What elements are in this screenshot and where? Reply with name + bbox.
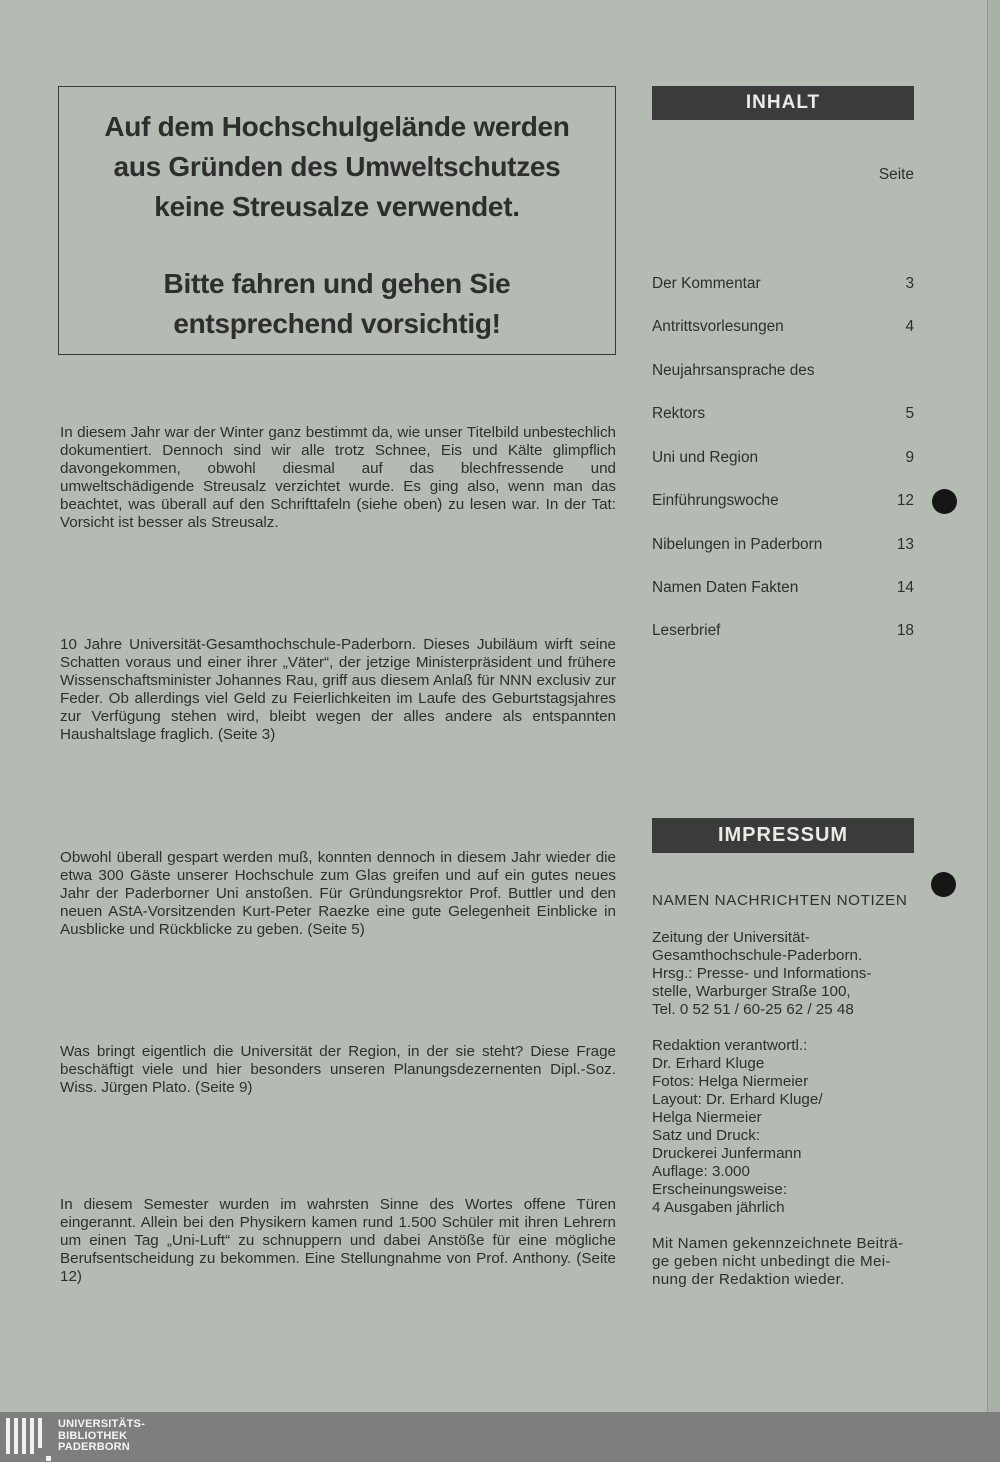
notice-text-bottom bbox=[59, 264, 615, 344]
article-teaser: Obwohl überall gespart werden muß, konnten dennoch in diesem Jahr wieder die etwa 300 Gäste unserer Hochschule zum Glas greifen und auf ein gutes neues Jahr der Paderborner Uni anstoßen. Für Gründungsrektor Prof. Buttler und den neuen AStA-Vorsitzenden Kurt-Peter Raezke eine gute Gelegenheit Einblicke in Ausblicke und Rückblicke zu geben. (Seite 5) bbox=[60, 849, 616, 938]
impressum-line: ge geben nicht unbedingt die Mei- bbox=[652, 1253, 891, 1270]
article-teaser: In diesem Semester wurden im wahrsten Sinne des Wortes offene Türen eingerannt. Allein bei den Physikern kamen rund 1.500 Schüler mit ihren Lehrern um einen Tag „Uni-Luft“ zu schnuppern und dabei Anstöße für eine mögliche Berufsentscheidung zu bekommen. Eine Stellungnahme von Prof. Anthony. (Seite 12) bbox=[60, 1196, 616, 1285]
impressum-line: Gesamthochschule-Paderborn. bbox=[652, 947, 863, 964]
toc-entry-page: 9 bbox=[905, 449, 914, 466]
toc-entry-label: Antrittsvorlesungen bbox=[652, 318, 784, 335]
impressum-line: 4 Ausgaben jährlich bbox=[652, 1199, 785, 1216]
toc-entry-page: 5 bbox=[905, 405, 914, 422]
impressum-line: Dr. Erhard Kluge bbox=[652, 1055, 765, 1072]
toc-entry-page: 12 bbox=[896, 492, 914, 509]
article-teaser: Was bringt eigentlich die Universität der Region, in der sie steht? Diese Frage beschäftigt viele und hier besonders unseren Planungsdezernenten Dipl.-Soz. Wiss. Jürgen Plato. (Seite 9) bbox=[60, 1043, 616, 1096]
impressum-line: Erscheinungsweise: bbox=[652, 1181, 788, 1198]
notice-line: aus Gründen des Umweltschutzes bbox=[113, 151, 561, 182]
impressum-line: nung der Redaktion wieder. bbox=[652, 1271, 845, 1288]
notice-line: Bitte fahren und gehen Sie bbox=[163, 268, 511, 299]
impressum-line: Mit Namen gekennzeichnete Beiträ- bbox=[652, 1235, 904, 1252]
binder-hole-icon bbox=[932, 489, 957, 514]
impressum-line: Fotos: Helga Niermeier bbox=[652, 1073, 809, 1090]
toc-entry-label: Namen Daten Fakten bbox=[652, 579, 799, 596]
notice-box bbox=[58, 86, 616, 355]
library-name: UNIVERSITÄTS- BIBLIOTHEK PADERBORN bbox=[58, 1418, 145, 1453]
impressum-line: stelle, Warburger Straße 100, bbox=[652, 983, 851, 1000]
impressum-line: Satz und Druck: bbox=[652, 1127, 761, 1144]
notice-line: entsprechend vorsichtig! bbox=[173, 308, 501, 339]
toc-entry-page: 18 bbox=[896, 622, 914, 639]
toc-entry-label: Neujahrsansprache des bbox=[652, 362, 815, 379]
binder-hole-icon bbox=[931, 872, 956, 897]
impressum-line: Hrsg.: Presse- und Informations- bbox=[652, 965, 872, 982]
toc-entry-label: Der Kommentar bbox=[652, 275, 761, 292]
seite-label: Seite bbox=[878, 166, 914, 183]
impressum-line: Druckerei Junfermann bbox=[652, 1145, 802, 1162]
library-footer bbox=[0, 1412, 1000, 1462]
impressum-line: Auflage: 3.000 bbox=[652, 1163, 750, 1180]
impressum-heading: IMPRESSUM bbox=[652, 818, 914, 853]
impressum-line: Zeitung der Universität- bbox=[652, 929, 810, 946]
toc-entry-label: Rektors bbox=[652, 405, 706, 422]
toc-entry-label: Leserbrief bbox=[652, 622, 721, 639]
article-teaser: In diesem Jahr war der Winter ganz bestimmt da, wie unser Titelbild unbestechlich dokumentiert. Dennoch sind wir alle trotz Schnee, Eis und Kälte glimpflich davongekommen, obwohl diesmal auf das blechfressende und umweltschädigende Streusalz verzichtet wurde. Es ging also, wenn man das beachtet, was überall auf den Schrifttafeln (siehe oben) zu lesen war. In der Tat: Vorsicht ist besser als Streusalz. bbox=[60, 424, 616, 531]
toc-entry-page: 13 bbox=[896, 536, 914, 553]
toc-entry-label: Nibelungen in Paderborn bbox=[652, 536, 823, 553]
article-teaser: 10 Jahre Universität-Gesamthochschule-Paderborn. Dieses Jubiläum wirft seine Schatten voraus und einer ihrer „Väter“, der jetzige Ministerpräsident und frühere Wissenschaftsminister Johannes Rau, griff aus diesem Anlaß für NNN exclusiv zur Feder. Ob allerdings viel Geld zu Feierlichkeiten im Laufe des Geburtstagsjahres zur Verfügung stehen wird, bleibt wegen der alles andere als entspannten Haushaltslage fraglich. (Seite 3) bbox=[60, 636, 616, 743]
notice-text-top bbox=[59, 107, 615, 227]
toc-entry-label: Einführungswoche bbox=[652, 492, 779, 509]
page-edge bbox=[987, 0, 1000, 1412]
inhalt-heading: INHALT bbox=[652, 86, 914, 120]
impressum-line: Layout: Dr. Erhard Kluge/ bbox=[652, 1091, 823, 1108]
toc-entry-label: Uni und Region bbox=[652, 449, 759, 466]
impressum-line: Tel. 0 52 51 / 60-25 62 / 25 48 bbox=[652, 1001, 854, 1018]
notice-line: Auf dem Hochschulgelände werden bbox=[104, 111, 570, 142]
toc-entry-page: 4 bbox=[905, 318, 914, 335]
impressum-line: Redaktion verantwortl.: bbox=[652, 1037, 808, 1054]
notice-line: keine Streusalze verwendet. bbox=[154, 191, 520, 222]
toc-entry-page: 14 bbox=[896, 579, 914, 596]
impressum-line: Helga Niermeier bbox=[652, 1109, 762, 1126]
toc-entry-page: 3 bbox=[905, 275, 914, 292]
impressum-subtitle: NAMEN NACHRICHTEN NOTIZEN bbox=[652, 892, 908, 909]
